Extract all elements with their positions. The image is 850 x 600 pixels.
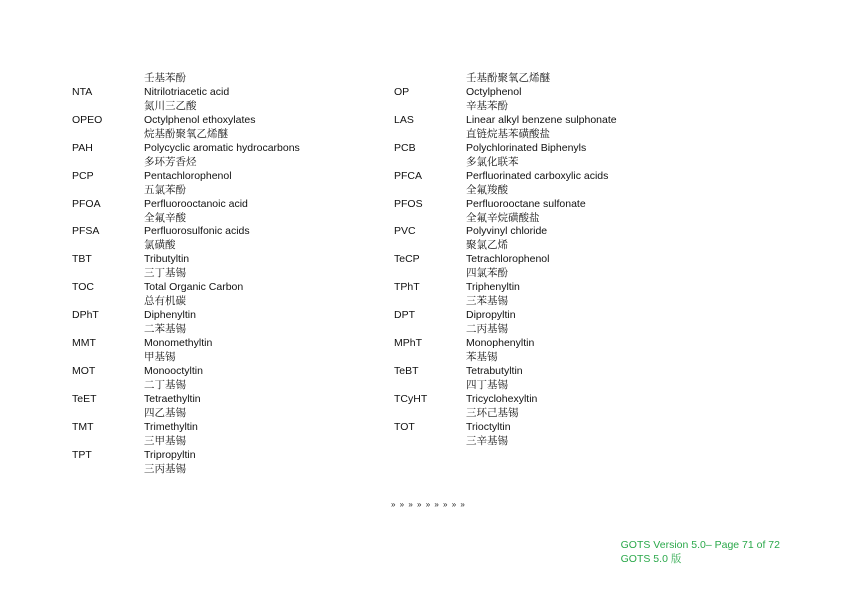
abbreviation-entry	[394, 392, 550, 420]
right-lead-translation: 壬基酚聚氧乙烯醚	[466, 72, 550, 84]
english-term: Dipropyltin	[466, 309, 516, 322]
english-term: Polychlorinated Biphenyls	[466, 141, 587, 154]
english-term: Tetrachlorophenol	[466, 253, 550, 266]
abbreviation-entry	[72, 113, 256, 141]
chinese-term: 总有机碳	[144, 295, 186, 308]
abbreviation: PFOS	[394, 197, 423, 210]
left-entry-list	[72, 85, 300, 475]
left-lead-translation: 壬基苯酚	[144, 72, 186, 84]
chinese-term: 四丁基锡	[466, 378, 508, 391]
abbreviation-entry	[72, 252, 190, 280]
abbreviation: TeBT	[394, 364, 419, 377]
chinese-term: 甲基锡	[144, 351, 176, 364]
chinese-term: 二丁基锡	[144, 378, 186, 391]
english-term: Monomethyltin	[144, 337, 213, 350]
abbreviation: TOT	[394, 420, 415, 433]
english-term: Perfluorosulfonic acids	[144, 225, 250, 238]
abbreviation: PAH	[72, 141, 93, 154]
abbreviation-entry	[72, 169, 232, 197]
abbreviation: TCyHT	[394, 392, 428, 405]
english-term: Total Organic Carbon	[144, 281, 244, 294]
abbreviation: TeCP	[394, 253, 420, 266]
chinese-term: 全氟羧酸	[466, 183, 508, 196]
english-term: Tetrabutyltin	[466, 364, 523, 377]
abbreviation-entry	[72, 280, 244, 308]
abbreviation: DPhT	[72, 309, 99, 322]
abbreviation-entry	[394, 224, 550, 252]
abbreviation: OPEO	[72, 113, 103, 126]
abbreviation-entry	[394, 420, 550, 448]
chinese-term: 苯基锡	[466, 351, 498, 364]
abbreviation: MOT	[72, 364, 96, 377]
chinese-term: 三辛基锡	[466, 434, 508, 447]
page-footer	[621, 538, 780, 566]
chinese-term: 氮川三乙酸	[144, 100, 197, 112]
english-term: Nitrilotriacetic acid	[144, 86, 230, 98]
right-column	[394, 71, 617, 448]
abbreviation: TBT	[72, 253, 92, 266]
chinese-term: 四氯苯酚	[466, 267, 508, 280]
abbreviation: MPhT	[394, 337, 423, 350]
abbreviation-entry	[72, 336, 213, 364]
abbreviation: DPT	[394, 309, 415, 322]
abbreviation: TeET	[72, 392, 97, 405]
english-term: Perfluorooctanoic acid	[144, 197, 248, 210]
english-term: Tributyltin	[144, 253, 190, 266]
english-term: Tripropyltin	[144, 448, 196, 461]
english-term: Polyvinyl chloride	[466, 225, 548, 238]
chinese-term: 全氟辛酸	[144, 211, 186, 224]
abbreviation: PCP	[72, 169, 94, 182]
chinese-term: 氯磺酸	[144, 239, 176, 252]
chinese-term: 二丙基锡	[466, 323, 508, 336]
chinese-term: 多环芳香烃	[144, 155, 197, 168]
abbreviation-entry	[394, 141, 587, 169]
chinese-term: 聚氯乙烯	[466, 239, 508, 252]
abbreviation: TOC	[72, 281, 94, 294]
english-term: Polycyclic aromatic hydrocarbons	[144, 141, 300, 154]
abbreviation-entry	[394, 113, 617, 141]
abbreviation: PVC	[394, 225, 416, 238]
chinese-term: 三丁基锡	[144, 267, 186, 280]
english-term: Diphenyltin	[144, 309, 196, 322]
abbreviation-entry	[394, 197, 586, 225]
abbreviation-entry	[72, 420, 198, 448]
abbreviation-entry	[72, 197, 248, 225]
abbreviation-entry	[72, 85, 230, 113]
abbreviation-entry	[394, 336, 550, 364]
chinese-term: 三环己基锡	[466, 406, 519, 419]
abbreviation-entry	[72, 392, 201, 420]
abbreviation-entry	[394, 280, 550, 308]
abbreviation-entry	[394, 308, 550, 336]
abbreviation: PFSA	[72, 225, 100, 238]
abbreviation-entry	[394, 252, 550, 280]
chinese-term: 直链烷基苯磺酸盐	[466, 127, 550, 140]
chinese-term: 四乙基锡	[144, 406, 186, 419]
chinese-term: 三甲基锡	[144, 434, 186, 447]
abbreviation-entry	[72, 141, 300, 169]
english-term: Perfluorooctane sulfonate	[466, 197, 586, 210]
abbreviation-entry	[72, 308, 196, 336]
footer-version: GOTS Version 5.0– Page 71 of 72	[620, 539, 780, 551]
abbreviation-entry	[394, 85, 550, 113]
abbreviation: TPhT	[394, 281, 420, 294]
right-entry-list	[394, 85, 617, 448]
abbreviation: NTA	[72, 86, 93, 98]
english-term: Triphenyltin	[466, 281, 520, 294]
chinese-term: 烷基酚聚氧乙烯醚	[144, 127, 228, 140]
abbreviation-entry	[72, 448, 196, 476]
english-term: Trioctyltin	[466, 420, 511, 433]
abbreviation: PFOA	[72, 197, 101, 210]
left-column	[72, 71, 300, 475]
abbreviation: TPT	[72, 448, 92, 461]
chinese-term: 五氯苯酚	[144, 183, 186, 196]
abbreviation: PCB	[394, 141, 416, 154]
english-term: Monophenyltin	[466, 337, 535, 350]
english-term: Tetraethyltin	[144, 392, 201, 405]
chinese-term: 多氯化联苯	[466, 155, 519, 168]
abbreviation-entry	[72, 224, 250, 252]
english-term: Octylphenol	[466, 86, 522, 98]
english-term: Tricyclohexyltin	[466, 392, 538, 405]
abbreviation: LAS	[394, 113, 414, 126]
english-term: Trimethyltin	[144, 420, 198, 433]
abbreviation: OP	[394, 86, 410, 98]
chinese-term: 辛基苯酚	[466, 100, 508, 112]
chinese-term: 二苯基锡	[144, 323, 186, 336]
english-term: Perfluorinated carboxylic acids	[466, 169, 609, 182]
chinese-term: 三丙基锡	[144, 462, 186, 475]
english-term: Octylphenol ethoxylates	[144, 113, 256, 126]
abbreviation: MMT	[72, 337, 96, 350]
english-term: Linear alkyl benzene sulphonate	[466, 113, 617, 126]
footer-zh-version: GOTS 5.0 版	[620, 553, 682, 565]
abbreviation: PFCA	[394, 169, 423, 182]
english-term: Monooctyltin	[144, 364, 203, 377]
abbreviation: TMT	[72, 420, 94, 433]
abbreviation-entry	[394, 169, 609, 197]
chinese-term: 三苯基锡	[466, 295, 508, 308]
abbreviation-entry	[394, 364, 550, 392]
chinese-term: 全氟辛烷磺酸盐	[466, 211, 540, 224]
continuation-marks: » » » » » » » » »	[391, 500, 466, 509]
english-term: Pentachlorophenol	[144, 169, 232, 182]
abbreviation-entry	[72, 364, 203, 392]
